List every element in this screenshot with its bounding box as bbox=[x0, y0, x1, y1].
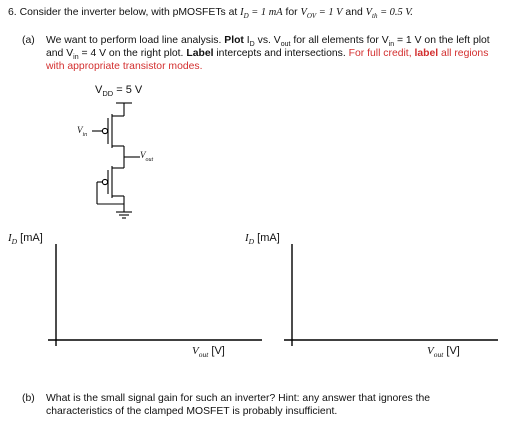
left-plot-ylabel: $I_D$ [mA] bbox=[8, 232, 43, 247]
part-a-line-2: and $V_{in} = 4$ V on the right plot. Label intercepts and intersections. For full credit, label all regions bbox=[46, 48, 489, 62]
part-a-line-3: with appropriate transistor modes. bbox=[46, 61, 203, 72]
right-plot-axes bbox=[284, 244, 498, 346]
vdd-label: $V_{DD} = 5$ V bbox=[95, 84, 143, 99]
vov-condition: $V_{OV} = 1$ V bbox=[300, 7, 343, 21]
right-plot-ylabel: $I_D$ [mA] bbox=[245, 232, 280, 247]
left-plot-axes bbox=[48, 244, 262, 346]
part-b-label: (b) bbox=[22, 393, 35, 404]
vout-label: $V_{out}$ bbox=[140, 150, 154, 163]
ground-symbol bbox=[116, 212, 132, 218]
question-statement: 6. Consider the inverter below, with pMOSFETs at $I_D = 1$ mA for $V_{OV} = 1$ V and $V_{th} = 0.5$ V. bbox=[8, 7, 413, 21]
id-condition: $I_D = 1$ mA bbox=[240, 7, 283, 21]
right-plot-xlabel: $V_{out}$ [V] bbox=[427, 345, 460, 360]
part-a-line-1: We want to perform load line analysis. Plot $I_D$ vs. $V_{out}$ for all elements for $V_{in} = 1$ V on the left plot bbox=[46, 35, 490, 49]
part-a-label: (a) bbox=[22, 35, 35, 46]
input-pmos-transistor bbox=[92, 114, 124, 168]
vth-condition: $V_{th} = 0.5$ V. bbox=[365, 7, 413, 21]
vin-label: $V_{in}$ bbox=[77, 125, 88, 138]
left-plot-xlabel: $V_{out}$ [V] bbox=[192, 345, 225, 360]
part-b-line-2: characteristics of the clamped MOSFET is probably insufficient. bbox=[46, 406, 338, 417]
clamped-pmos-transistor bbox=[97, 166, 124, 212]
vdd-rail bbox=[116, 103, 132, 116]
question-number: 6. bbox=[8, 7, 17, 18]
part-b-line-1: What is the small signal gain for such an inverter? Hint: any answer that ignores the bbox=[46, 393, 431, 404]
